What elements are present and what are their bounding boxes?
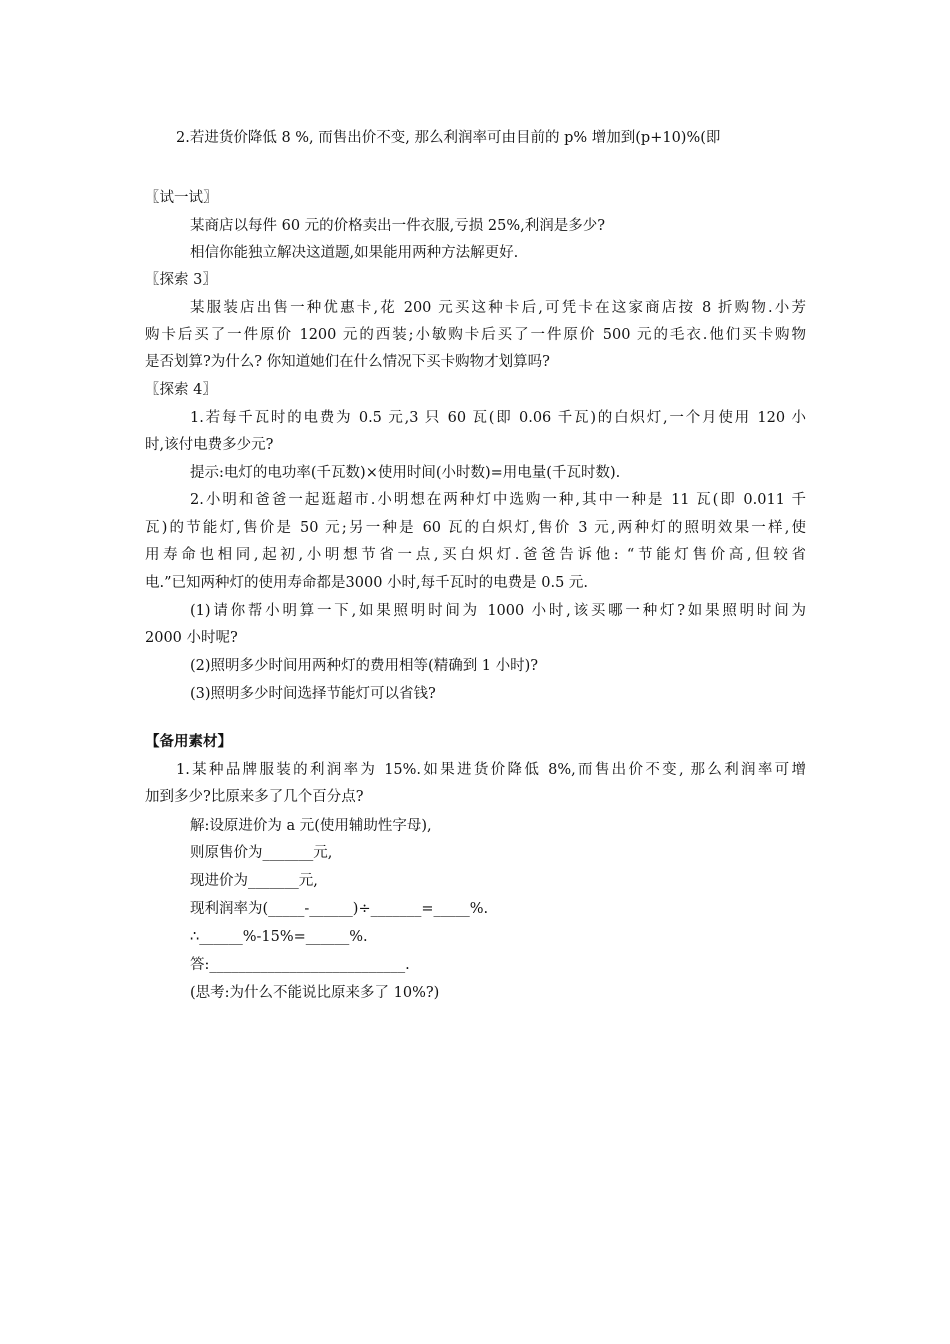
- explore4-sub1-line-2: 2000 小时呢?: [145, 630, 238, 646]
- solution-answer-line: 答:___________________________.: [190, 957, 410, 973]
- explore4-sub1-line-1: (1)请你帮小明算一下,如果照明时间为 1000 小时,该买哪一种灯?如果照明时间为: [190, 603, 806, 619]
- try-paragraph-2: 相信你能独立解决这道题,如果能用两种方法解更好.: [190, 245, 519, 261]
- explore4-q1-line-2: 时,该付电费多少元?: [145, 437, 274, 453]
- explore4-heading: 〖探索 4〗: [145, 382, 217, 398]
- explore4-hint: 提示:电灯的电功率(千瓦数)×使用时间(小时数)=用电量(千瓦时数).: [190, 465, 621, 481]
- backup-line-2: 加到多少?比原来多了几个百分点?: [145, 789, 364, 805]
- explore3-line-3: 是否划算?为什么? 你知道她们在什么情况下买卡购物才划算吗?: [145, 354, 550, 370]
- solution-line-1: 解:设原进价为 a 元(使用辅助性字母),: [190, 818, 432, 834]
- explore3-line-2: 购卡后买了一件原价 1200 元的西装;小敏购卡后买了一件原价 500 元的毛衣.他们买卡购物: [145, 327, 806, 343]
- explore4-sub3: (3)照明多少时间选择节能灯可以省钱?: [190, 686, 436, 702]
- explore4-q2-line-2: 瓦)的节能灯,售价是 50 元;另一种是 60 瓦的白炽灯,售价 3 元,两种灯的照明效果一样,使: [145, 520, 806, 536]
- explore4-q1-line-1: 1.若每千瓦时的电费为 0.5 元,3 只 60 瓦(即 0.06 千瓦)的白炽灯,一个月使用 120 小: [190, 410, 806, 426]
- explore3-heading: 〖探索 3〗: [145, 272, 217, 288]
- top-line: 2.若进货价降低 8 %, 而售出价不变, 那么利润率可由目前的 p% 增加到(p+10)%(即: [176, 130, 721, 146]
- solution-line-2: 则原售价为_______元,: [190, 845, 333, 861]
- solution-line-3: 现进价为_______元,: [190, 873, 318, 889]
- solution-line-4: 现利润率为(_____-______)÷_______=_____%.: [190, 901, 489, 917]
- solution-think-line: (思考:为什么不能说比原来多了 10%?): [190, 985, 440, 1001]
- explore4-sub2: (2)照明多少时间用两种灯的费用相等(精确到 1 小时)?: [190, 658, 539, 674]
- backup-heading: 【备用素材】: [145, 734, 232, 750]
- try-heading: 〖试一试〗: [145, 190, 218, 206]
- solution-line-5: ∴______%-15%=______%.: [190, 929, 368, 945]
- try-paragraph-1: 某商店以每件 60 元的价格卖出一件衣服,亏损 25%,利润是多少?: [190, 218, 605, 234]
- explore4-q2-line-1: 2.小明和爸爸一起逛超市.小明想在两种灯中选购一种,其中一种是 11 瓦(即 0.011 千: [190, 492, 806, 508]
- explore4-q2-line-3: 用寿命也相同,起初,小明想节省一点,买白炽灯.爸爸告诉他: “节能灯售价高,但较省: [145, 547, 806, 563]
- explore4-q2-line-4: 电.”已知两种灯的使用寿命都是3000 小时,每千瓦时的电费是 0.5 元.: [145, 575, 589, 591]
- backup-line-1: 1.某种品牌服装的利润率为 15%.如果进货价降低 8%,而售出价不变, 那么利润率可增: [176, 762, 806, 778]
- explore3-line-1: 某服装店出售一种优惠卡,花 200 元买这种卡后,可凭卡在这家商店按 8 折购物.小芳: [190, 300, 806, 316]
